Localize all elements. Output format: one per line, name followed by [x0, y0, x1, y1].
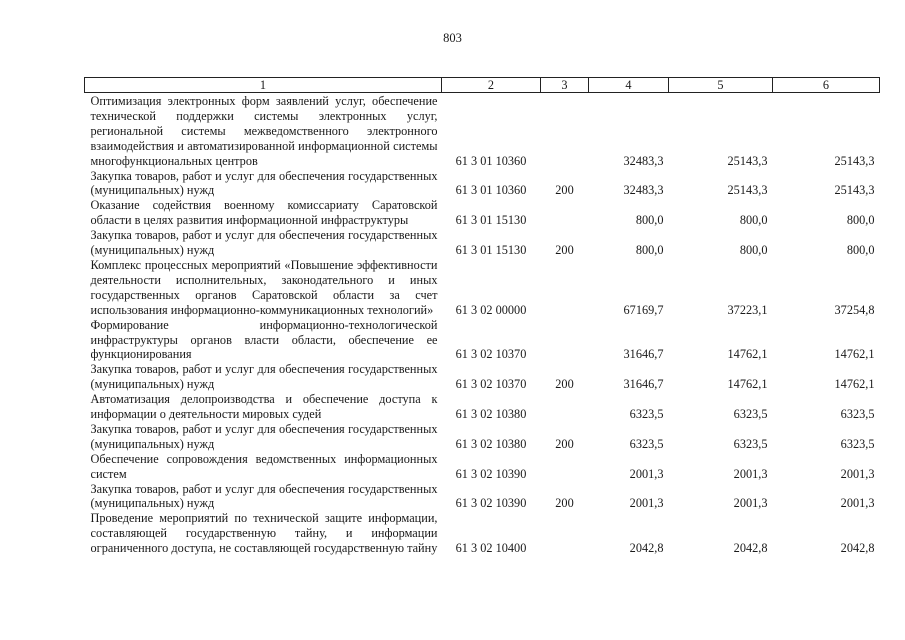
row-target-code: 61 3 01 15130 [455, 213, 527, 228]
row-expense-type: 200 [555, 377, 574, 392]
row-value-year3: 37254,8 [834, 302, 875, 317]
table-row [85, 482, 880, 512]
row-value-year3: 25143,3 [834, 183, 875, 198]
row-value-year3: 800,0 [846, 243, 875, 258]
row-value-year3: 6323,5 [840, 436, 875, 451]
table-row [85, 198, 880, 228]
row-target-code: 61 3 02 10400 [455, 541, 527, 556]
row-value-year1: 32483,3 [623, 153, 664, 168]
row-value-year1: 6323,5 [629, 407, 664, 422]
row-value-year3: 2001,3 [840, 496, 875, 511]
row-value-year3: 14762,1 [834, 347, 875, 362]
row-expense-type: 200 [555, 496, 574, 511]
row-description: Проведение мероприятий по технической защите информации, составляющей государственную тайну, и информации ограниченного доступа, не составляющей государственную тайну [90, 511, 438, 556]
row-value-year2: 25143,3 [727, 183, 768, 198]
row-value-year2: 2001,3 [733, 466, 768, 481]
row-value-year2: 2042,8 [733, 541, 768, 556]
row-expense-type: 200 [555, 243, 574, 258]
table-row [85, 169, 880, 199]
row-value-year1: 67169,7 [623, 302, 664, 317]
header-col-5: 5 [669, 78, 773, 93]
table-row [85, 511, 880, 556]
row-target-code: 61 3 01 10360 [455, 153, 527, 168]
row-value-year3: 25143,3 [834, 153, 875, 168]
row-value-year3: 6323,5 [840, 407, 875, 422]
row-value-year3: 2042,8 [840, 541, 875, 556]
header-col-4: 4 [589, 78, 669, 93]
table-header [85, 78, 880, 93]
row-value-year2: 6323,5 [733, 407, 768, 422]
row-description: Закупка товаров, работ и услуг для обеспечения государственных (муниципальных) нужд [90, 168, 438, 198]
row-value-year2: 25143,3 [727, 153, 768, 168]
table-row [85, 258, 880, 318]
row-value-year1: 800,0 [635, 243, 664, 258]
row-value-year1: 6323,5 [629, 436, 664, 451]
row-target-code: 61 3 02 10370 [455, 377, 527, 392]
table-row [85, 318, 880, 363]
row-value-year1: 31646,7 [623, 377, 664, 392]
row-value-year2: 800,0 [739, 213, 768, 228]
header-row [85, 78, 880, 93]
row-value-year2: 800,0 [739, 243, 768, 258]
row-target-code: 61 3 02 10390 [455, 496, 527, 511]
budget-table [84, 77, 880, 556]
table-row [85, 392, 880, 422]
row-expense-type: 200 [555, 183, 574, 198]
row-description: Обеспечение сопровождения ведомственных информационных систем [90, 451, 438, 481]
row-value-year1: 2001,3 [629, 466, 664, 481]
row-expense-type [541, 258, 589, 318]
row-description: Формирование информационно-технологической инфраструктуры органов власти области, обеспечение ее функционирования [90, 317, 438, 362]
row-description: Закупка товаров, работ и услуг для обеспечения государственных (муниципальных) нужд [90, 421, 438, 451]
row-description: Закупка товаров, работ и услуг для обеспечения государственных (муниципальных) нужд [90, 362, 438, 392]
row-target-code: 61 3 02 10380 [455, 407, 527, 422]
header-col-1: 1 [85, 78, 442, 93]
row-target-code: 61 3 01 10360 [455, 183, 527, 198]
row-expense-type [541, 318, 589, 363]
header-col-6: 6 [773, 78, 880, 93]
row-description: Закупка товаров, работ и услуг для обеспечения государственных (муниципальных) нужд [90, 481, 438, 511]
table-body [85, 93, 880, 557]
row-value-year2: 14762,1 [727, 347, 768, 362]
row-target-code: 61 3 02 10380 [455, 436, 527, 451]
row-description: Закупка товаров, работ и услуг для обеспечения государственных (муниципальных) нужд [90, 228, 438, 258]
page-number: 803 [443, 31, 462, 45]
row-value-year1: 800,0 [635, 213, 664, 228]
row-value-year2: 6323,5 [733, 436, 768, 451]
row-value-year3: 2001,3 [840, 466, 875, 481]
row-description: Автоматизация делопроизводства и обеспечение доступа к информации о деятельности мировых судей [90, 392, 438, 422]
header-col-2: 2 [442, 78, 541, 93]
row-value-year1: 2042,8 [629, 541, 664, 556]
row-target-code: 61 3 02 10370 [455, 347, 527, 362]
row-value-year1: 2001,3 [629, 496, 664, 511]
table-row [85, 452, 880, 482]
row-target-code: 61 3 01 15130 [455, 243, 527, 258]
table-row [85, 228, 880, 258]
row-target-code: 61 3 02 00000 [455, 302, 527, 317]
row-value-year2: 2001,3 [733, 496, 768, 511]
table-row [85, 422, 880, 452]
row-expense-type [541, 93, 589, 169]
row-value-year3: 800,0 [846, 213, 875, 228]
row-description: Оказание содействия военному комиссариату Саратовской области в целях развития информационной инфраструктуры [90, 198, 438, 228]
row-expense-type [541, 511, 589, 556]
table-row [85, 362, 880, 392]
row-value-year1: 31646,7 [623, 347, 664, 362]
header-col-3: 3 [541, 78, 589, 93]
row-value-year3: 14762,1 [834, 377, 875, 392]
row-value-year2: 37223,1 [727, 302, 768, 317]
row-description: Оптимизация электронных форм заявлений услуг, обеспечение технической поддержки системы электронных услуг, региональной системы межведомственного электронного взаимодействия и автоматизированной информационной системы многофункциональных центров [90, 94, 438, 168]
row-value-year2: 14762,1 [727, 377, 768, 392]
row-expense-type: 200 [555, 436, 574, 451]
row-expense-type [541, 198, 589, 228]
row-target-code: 61 3 02 10390 [455, 466, 527, 481]
row-expense-type [541, 392, 589, 422]
row-value-year1: 32483,3 [623, 183, 664, 198]
table-row [85, 93, 880, 169]
row-description: Комплекс процессных мероприятий «Повышение эффективности деятельности исполнительных, законодательного и иных государственных органов Саратовской области за счет использования информационно-коммуникационных технологий» [90, 257, 438, 317]
row-expense-type [541, 452, 589, 482]
